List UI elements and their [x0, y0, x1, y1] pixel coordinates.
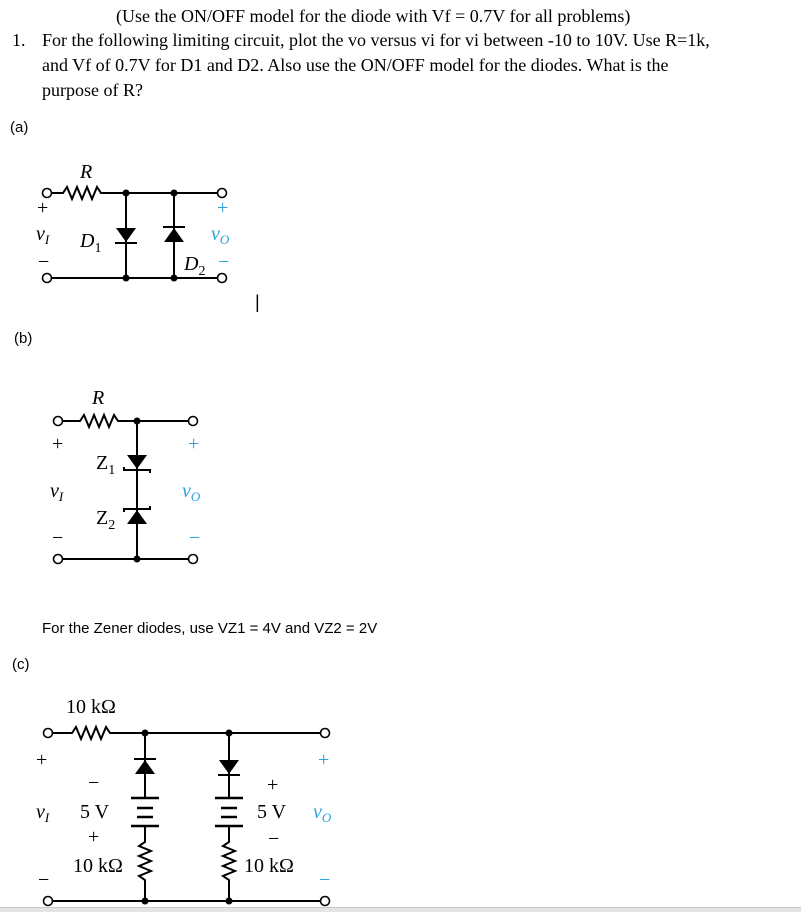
vi-plus: +: [52, 433, 64, 455]
circuit-node: [142, 898, 149, 905]
circuit-node: [189, 417, 198, 426]
diode-D1: [116, 228, 136, 242]
label-text: D: [80, 230, 95, 252]
diode-D2: [164, 228, 184, 242]
vi-minus: −: [52, 527, 64, 549]
label-text: Z: [96, 452, 109, 474]
battery-right-minus: −: [268, 828, 280, 850]
label-text: I: [44, 810, 50, 825]
resistor-R-a: [52, 187, 218, 199]
circuit-node: [189, 555, 198, 564]
vo-minus: −: [189, 527, 201, 549]
circuit-node: [54, 555, 63, 564]
header-note: (Use the ON/OFF model for the diode with Vf = 0.7V for all problems): [116, 6, 631, 26]
label-text: I: [44, 232, 50, 247]
vi-minus: −: [38, 251, 50, 273]
label-text: O: [190, 489, 201, 504]
label-text: D: [184, 253, 199, 275]
vo-plus: +: [217, 197, 229, 219]
label-R: R: [92, 387, 105, 409]
label-Z2: [96, 507, 115, 533]
part-a-label: (a): [10, 119, 29, 136]
circuit-node: [171, 190, 178, 197]
zener-note: For the Zener diodes, use VZ1 = 4V and VZ2 = 2V: [42, 620, 378, 637]
page-edge: [0, 907, 801, 912]
label-R-right: 10 kΩ: [244, 855, 294, 877]
circuit-node: [123, 190, 130, 197]
text-cursor: |: [255, 292, 260, 312]
problem-number: 1.: [12, 30, 26, 50]
circuit-node: [123, 275, 130, 282]
resistor-series: [52, 727, 321, 739]
label-text: v: [50, 480, 59, 502]
problem-line-2: and Vf of 0.7V for D1 and D2. Also use the ON/OFF model for the diodes. What is the: [42, 55, 669, 75]
battery-left: [131, 798, 159, 826]
battery-right: [215, 798, 243, 826]
vo-plus: +: [188, 433, 200, 455]
label-text: 1: [94, 241, 102, 256]
vi-plus: +: [37, 197, 49, 219]
circuit-node: [54, 417, 63, 426]
resistor-R-b: [62, 415, 189, 427]
diode-left: [135, 760, 155, 774]
circuit-node: [134, 556, 141, 563]
label-D1: [79, 230, 101, 256]
label-text: v: [211, 223, 220, 245]
vi-minus: −: [38, 869, 50, 891]
circuit-b: [50, 387, 201, 564]
label-V-left: 5 V: [80, 801, 110, 823]
label-vo: [211, 223, 230, 247]
circuit-node: [321, 897, 330, 906]
battery-right-plus: +: [267, 774, 279, 796]
label-vo: [182, 480, 201, 504]
problem-line-1: For the following limiting circuit, plot the vo versus vi for vi between -10 to 10V. Use R=1k,: [42, 30, 710, 50]
circuit-node: [226, 730, 233, 737]
circuit-node: [134, 418, 141, 425]
label-text: O: [219, 232, 230, 247]
circuit-node: [171, 275, 178, 282]
label-vo: [313, 801, 332, 825]
circuit-node: [321, 729, 330, 738]
label-vi: [36, 223, 50, 247]
label-text: Z: [96, 507, 109, 529]
vo-minus: −: [218, 251, 230, 273]
part-b-label: (b): [14, 330, 33, 347]
label-text: 2: [108, 518, 116, 533]
circuit-c: [36, 696, 332, 906]
label-text: v: [36, 801, 45, 823]
label-V-right: 5 V: [257, 801, 287, 823]
label-R: R: [80, 161, 93, 183]
label-D2: [183, 253, 205, 279]
zener-Z2: [127, 510, 147, 524]
circuit-node: [218, 274, 227, 283]
vo-minus: −: [319, 869, 331, 891]
label-text: 2: [198, 264, 206, 279]
circuit-node: [44, 897, 53, 906]
label-text: v: [36, 223, 45, 245]
label-text: v: [182, 480, 191, 502]
label-R-series: 10 kΩ: [66, 696, 116, 718]
battery-left-plus: +: [88, 826, 100, 848]
label-Z1: [96, 452, 115, 478]
vo-plus: +: [318, 749, 330, 771]
battery-left-minus: −: [88, 772, 100, 794]
label-text: 1: [108, 463, 116, 478]
label-R-left: 10 kΩ: [73, 855, 123, 877]
circuit-node: [226, 898, 233, 905]
label-vi: [36, 801, 50, 825]
zener-Z1: [127, 455, 147, 469]
circuit-node: [43, 274, 52, 283]
circuit-node: [44, 729, 53, 738]
part-c-label: (c): [12, 656, 30, 673]
vi-plus: +: [36, 749, 48, 771]
label-vi: [50, 480, 64, 504]
wire: [126, 193, 174, 278]
label-text: I: [58, 489, 64, 504]
label-text: v: [313, 801, 322, 823]
label-text: O: [321, 810, 332, 825]
problem-line-3: purpose of R?: [42, 80, 143, 100]
diode-right: [219, 760, 239, 774]
circuit-node: [142, 730, 149, 737]
circuit-a: [36, 161, 230, 283]
